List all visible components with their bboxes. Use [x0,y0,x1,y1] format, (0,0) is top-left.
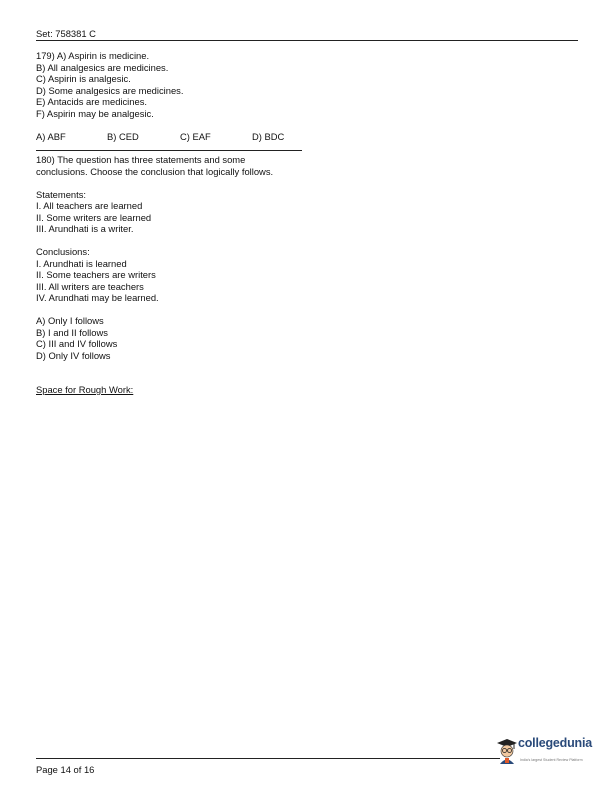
conclusion: II. Some teachers are writers [36,269,156,280]
logo-text: collegedunia [518,736,593,750]
conclusion: IV. Arundhati may be learned. [36,292,159,303]
q179-option-a: A) ABF [36,131,66,142]
conclusion: III. All writers are teachers [36,280,144,292]
statement: I. All teachers are learned [36,200,143,211]
question-179 [36,50,183,119]
q180-option: A) Only I follows [36,315,104,326]
q179-line: 179) A) Aspirin is medicine. [36,50,150,61]
logo-tagline: India's largest Student Review Platform [520,758,583,762]
q179-line: C) Aspirin is analgesic. [36,73,131,84]
q180-intro-line: 180) The question has three statements and some [36,154,246,165]
set-label: Set: 758381 C [36,28,96,39]
collegedunia-logo [496,736,593,764]
statements-heading: Statements: [36,188,87,200]
statement: III. Arundhati is a writer. [36,223,134,234]
q179-line: D) Some analgesics are medicines. [36,84,184,96]
q180-option: C) III and IV follows [36,338,118,349]
statement: II. Some writers are learned [36,211,152,223]
q179-option-b: B) CED [107,131,139,142]
conclusions-heading: Conclusions: [36,246,90,257]
conclusion: I. Arundhati is learned [36,257,127,269]
q180-intro-line: conclusions. Choose the conclusion that logically follows. [36,165,274,177]
page-number: Page 14 of 16 [36,764,95,775]
mascot-icon [496,738,518,764]
footer-divider [36,758,500,759]
q180-option: D) Only IV follows [36,349,111,361]
q180-option: B) I and II follows [36,326,108,338]
q179-line: E) Antacids are medicines. [36,96,147,107]
header-divider [36,40,578,41]
q179-line: B) All analgesics are medicines. [36,61,169,73]
q179-line: F) Aspirin may be analgesic. [36,107,154,119]
q179-option-c: C) EAF [180,131,211,142]
question-divider [36,150,302,151]
question-180 [36,154,273,361]
rough-work-label: Space for Rough Work: [36,384,134,395]
q179-option-d: D) BDC [252,131,285,142]
